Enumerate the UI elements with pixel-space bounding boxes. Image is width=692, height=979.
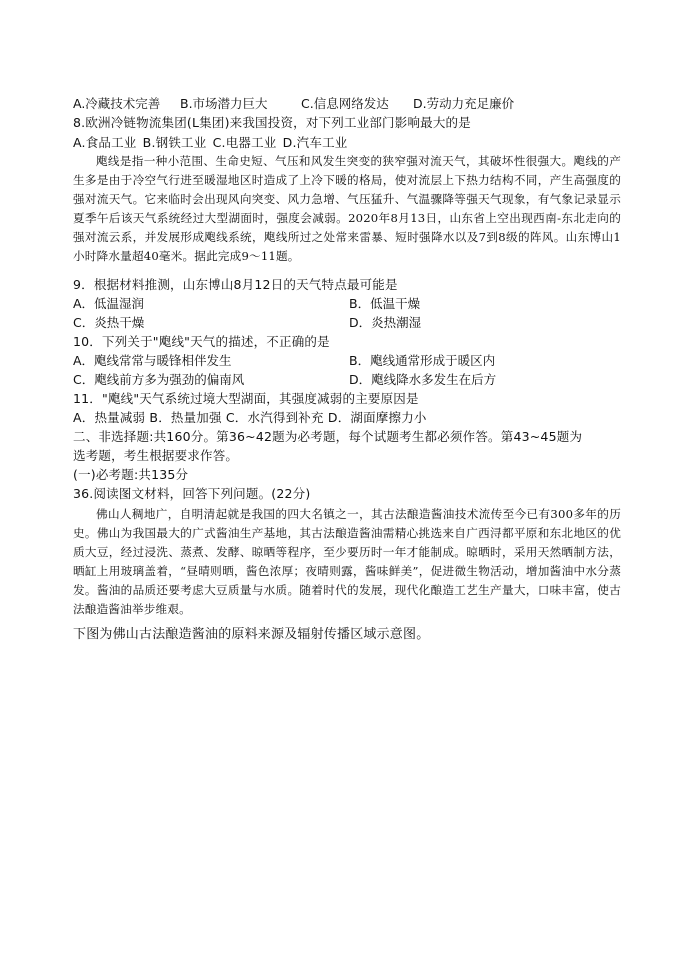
q10-option-c: C．飑线前方多为强劲的偏南风	[73, 372, 245, 387]
q36-figure-caption: 下图为佛山古法酿造酱油的原料来源及辐射传播区域示意图。	[73, 627, 430, 642]
q7-option-c: C.信息网络发达	[301, 96, 389, 111]
q9-option-b: B．低温干燥	[349, 296, 421, 311]
q36-stem: 36.阅读图文材料，回答下列问题。(22分)	[73, 486, 311, 501]
q7-option-b: B.市场潜力巨大	[180, 96, 268, 111]
q11-stem: 11．"飑线"天气系统过境大型湖面，其强度减弱的主要原因是	[73, 391, 419, 406]
squall-line-passage: 飑线是指一种小范围、生命史短、气压和风发生突变的狭窄强对流天气，其破坏性很强大。飑线的产生多是由于冷空气行进至暖湿地区时造成了上冷下暖的格局，使对流层上下热力结构不同，产生高强度的强对流天气。它来临时会出现风向突变、风力急增、气压猛升、气温骤降等强天气现象，有气象记录显示夏季午后该天气系统经过大型湖面时，强度会减弱。2020年8月13日，山东省上空出现西南-东北走向的强对流云系，并发展形成飑线系统，飑线所过之处常来雷暴、短时强降水以及7到8级的阵风。山东博山1小时降水量超40毫米。据此完成9～11题。	[73, 154, 621, 263]
q11-options: A．热量减弱 B．热量加强 C．水汽得到补充 D．湖面摩擦力小	[73, 410, 427, 425]
section2-heading-line2: 选考题，考生根据要求作答。	[73, 448, 239, 463]
q7-option-d: D.劳动力充足廉价	[413, 96, 515, 111]
q10-option-d: D．飑线降水多发生在后方	[349, 372, 497, 387]
q8-stem: 8.欧洲冷链物流集团(L集团)来我国投资，对下列工业部门影响最大的是	[73, 115, 471, 130]
q10-option-a: A．飑线常常与暖锋相伴发生	[73, 353, 232, 368]
q9-option-d: D．炎热潮湿	[349, 315, 422, 330]
required-section-label: (一)必考题:共135分	[73, 467, 189, 482]
q36-passage: 佛山人稠地广，自明清起就是我国的四大名镇之一，其古法酿造酱油技术流传至今已有300多年的历史。佛山为我国最大的广式酱油生产基地，其古法酿造酱油需精心挑选来自广西浔都平原和东北地区的优质大豆，经过浸洗、蒸煮、发酵、晾晒等程序，至少要历时一年才能制成。晾晒时，采用天然晒制方法，晒缸上用玻璃盖着，“昼晴则晒，酱色浓厚；夜晴则露，酱味鲜美”，促进微生物活动，增加酱油中水分蒸发。酱油的品质还要考虑大豆质量与水质。随着时代的发展，现代化酿造工艺生产量大，口味丰富，使古法酿造酱油举步维艰。	[73, 507, 621, 616]
q7-option-a: A.冷藏技术完善	[73, 96, 161, 111]
q9-option-a: A．低温湿润	[73, 296, 145, 311]
section2-heading-line1: 二、非选择题:共160分。第36~42题为必考题，每个试题考生都必须作答。第43~45题为	[73, 429, 583, 444]
q10-stem: 10．下列关于"飑线"天气的描述，不正确的是	[73, 334, 330, 349]
q9-option-c: C．炎热干燥	[73, 315, 145, 330]
q10-option-b: B．飑线通常形成于暖区内	[349, 353, 496, 368]
q8-options: A.食品工业 B.钢铁工业 C.电器工业 D.汽车工业	[73, 135, 348, 150]
q9-stem: 9．根据材料推测，山东博山8月12日的天气特点最可能是	[73, 277, 398, 292]
